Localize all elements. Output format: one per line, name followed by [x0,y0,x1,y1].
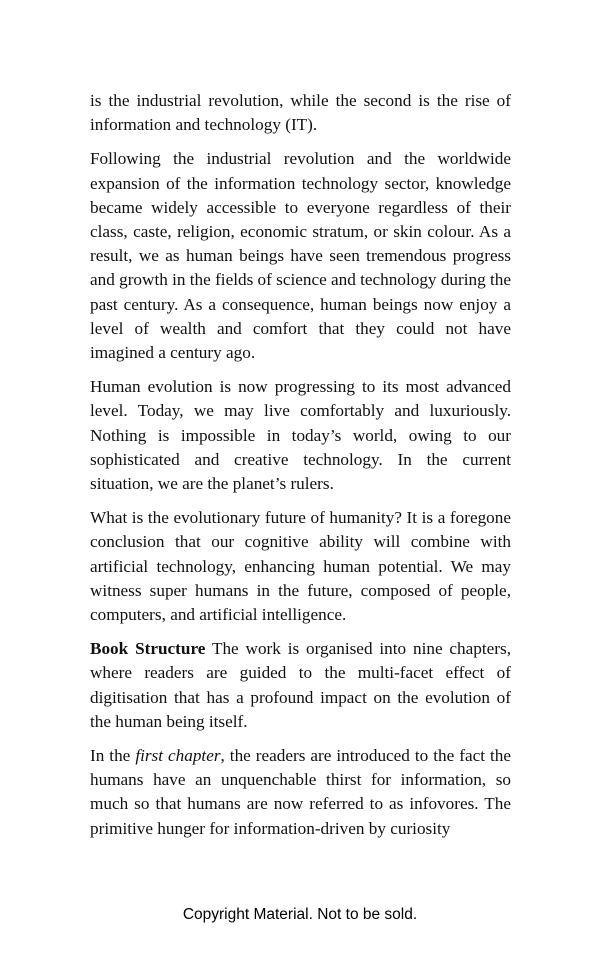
body-text [90,89,511,841]
book-structure-text: The work is organised into nine chapters, where readers are guided to the multi-facet effect of digitisation that has a profound impact on the evolution of the human being itself. [90,639,511,731]
first-chapter-emphasis: first chapter [135,746,221,766]
paragraph-industrial-revolution: is the industrial revolution, while the second is the rise of information and technology (IT). [90,91,511,135]
first-chapter-text: , the readers are introduced to the fact the humans have an unquenchable thirst for information, so much so that humans are now referred to as infovores. The primitive hunger for information-driven by curiosity [90,746,511,838]
book-structure-heading: Book Structure [90,639,206,659]
paragraph-evolutionary-future: What is the evolutionary future of humanity? It is a foregone conclusion that our cognitive ability will combine with artificial technology, enhancing human potential. We may witness super humans in the future, composed of people, computers, and artificial intelligence. [90,508,511,625]
copyright-footer: Copyright Material. Not to be sold. [182,906,418,923]
paragraph-first-chapter [90,744,511,841]
paragraph-knowledge-access: Following the industrial revolution and the worldwide expansion of the information technology sector, knowledge became widely accessible to everyone regardless of their class, caste, religion, economic stratum, or skin colour. As a result, we as human beings have seen tremendous progress and growth in the fields of science and technology during the past century. As a consequence, human beings now enjoy a level of wealth and comfort that they could not have imagined a century ago. [90,149,511,363]
first-chapter-lead: In the [90,746,136,766]
paragraph-book-structure [90,637,511,734]
paragraph-human-evolution: Human evolution is now progressing to its most advanced level. Today, we may live comfortably and luxuriously. Nothing is impossible in today’s world, owing to our sophisticated and creative technology. In the current situation, we are the planet’s rulers. [90,377,511,494]
